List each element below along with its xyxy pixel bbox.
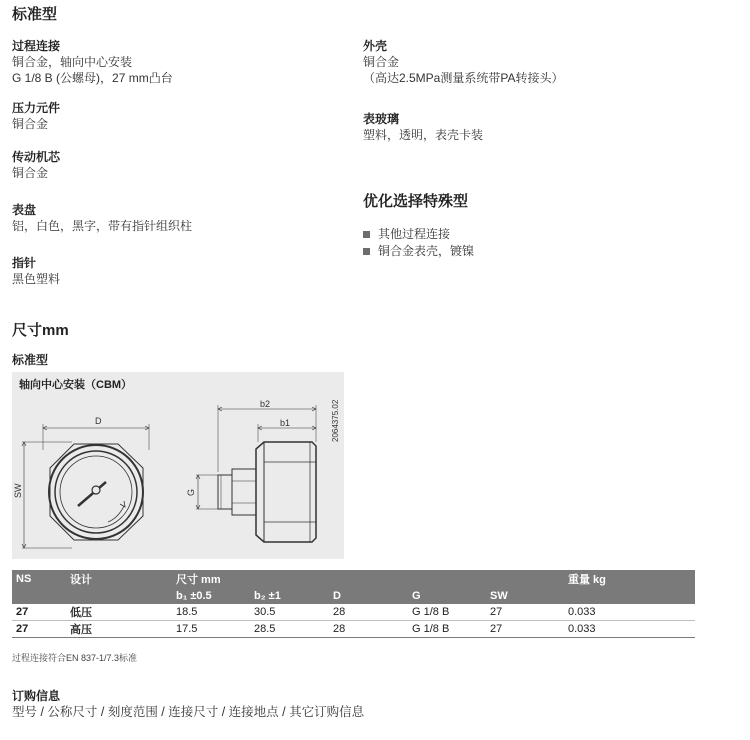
gauge-drawing-svg [12,372,344,559]
dim-label-SW: SW [13,483,23,498]
dimensions-title: 尺寸mm [12,322,69,339]
spec-label: 表玻璃 [363,112,400,126]
ordering-text: 型号 / 公称尺寸 / 刻度范围 / 连接尺寸 / 连接地点 / 其它订购信息 [12,705,365,719]
cell-SW: 27 [486,604,564,621]
spec-value: 塑料，透明，表壳卡装 [363,128,484,142]
dimension-table [12,570,695,638]
option-text: 铜合金表壳，镀镍 [378,244,475,258]
bullet-square-icon [363,231,370,238]
bullet-square-icon [363,248,370,255]
dim-label-D: D [95,416,102,426]
spec-movement [12,149,60,181]
spec-label: 指针 [12,256,37,270]
spec-case [363,38,563,86]
list-item [363,226,474,242]
cell-design: 低压 [66,604,172,621]
dim-label-b1: b1 [280,418,291,428]
list-item [363,243,474,259]
spec-label: 传动机芯 [12,150,61,164]
drawing-id: 2064375.02 [331,399,340,442]
cell-G: G 1/8 B [408,621,486,638]
spec-value: 铝，白色，黑字，带有指针组织柱 [12,219,193,233]
cell-b1: 17.5 [172,621,250,638]
page-title: 标准型 [12,6,58,23]
ordering-title: 订购信息 [12,689,61,703]
col-header-SW: SW [486,587,564,604]
spec-pressure-element [12,100,60,132]
spec-label: 表盘 [12,203,37,217]
spec-process-connection [12,38,173,86]
cell-ns: 27 [12,621,66,638]
cell-design: 高压 [66,621,172,638]
cell-weight: 0.033 [564,621,695,638]
table-header-row [12,570,695,587]
table-subheader-row [12,587,695,604]
spec-label: 过程连接 [12,39,61,53]
cell-G: G 1/8 B [408,604,486,621]
spec-pointer [12,255,60,287]
option-text: 其他过程连接 [378,227,451,241]
dimension-drawing [12,372,344,559]
cell-b1: 18.5 [172,604,250,621]
spec-value: 黑色塑料 [12,272,61,286]
table-row [12,604,695,621]
spec-value: （高达2.5MPa测量系统带PA转接头） [363,71,564,85]
drawing-title: 轴向中心安装（CBM） [19,379,133,391]
options-title: 优化选择特殊型 [363,193,469,210]
spec-value: 铜合金 [363,55,400,69]
spec-window [363,111,483,143]
col-header-G: G [408,587,486,604]
cell-ns: 27 [12,604,66,621]
col-header-design: 设计 [66,570,172,587]
cell-D: 28 [329,621,408,638]
cell-D: 28 [329,604,408,621]
col-header-b1: b₁ ±0.5 [172,587,250,604]
spec-label: 外壳 [363,39,388,53]
spec-dial [12,202,192,234]
table-note: 过程连接符合EN 837-1/7.3标准 [12,653,138,663]
table-row [12,621,695,638]
dim-label-G: G [186,488,196,496]
spec-value: 铜合金 [12,166,49,180]
cell-b2: 28.5 [250,621,329,638]
spec-value: 铜合金 [12,117,49,131]
col-header-weight: 重量 kg [564,570,695,587]
col-header-size: 尺寸 mm [172,570,564,587]
spec-label: 压力元件 [12,101,61,115]
spec-value: G 1/8 B (公螺母)，27 mm凸台 [12,71,173,85]
cell-SW: 27 [486,621,564,638]
col-header-b2: b₂ ±1 [250,587,329,604]
col-header-D: D [329,587,408,604]
col-header-ns: NS [12,570,66,587]
cell-b2: 30.5 [250,604,329,621]
spec-value: 铜合金，轴向中心安装 [12,55,133,69]
cell-weight: 0.033 [564,604,695,621]
options-list [363,226,474,260]
dim-label-b2: b2 [260,399,271,409]
dimensions-subtitle: 标准型 [12,353,49,367]
